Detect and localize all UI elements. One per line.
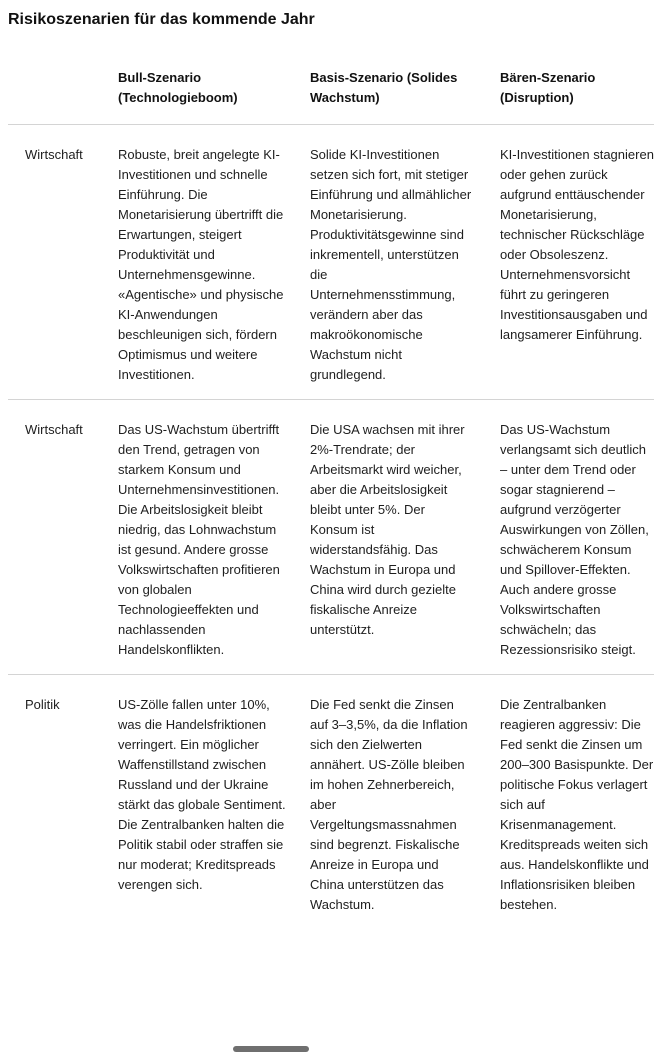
table-row-wirtschaft-2	[8, 400, 654, 675]
table-header-row	[8, 30, 654, 125]
cell-wirtschaft1-bull: Robuste, breit angelegte KI-Investitionen und schnelle Einführung. Die Monetarisierung übertrifft die Erwartungen, steigert Produktivität und Unternehmensgewinne. «Agentische» und physische KI-Anwendungen beschleunigen sich, fördern Optimismus und weitere Investitionen.	[118, 147, 284, 382]
table-row-wirtschaft-1	[8, 125, 654, 400]
row-category-label: Politik	[8, 675, 118, 930]
column-header-basis-szenario: Basis-Szenario (Solides Wachstum)	[310, 30, 500, 125]
document-page	[0, 10, 654, 929]
row-category-label: Wirtschaft	[8, 400, 118, 675]
cell-politik-baer: Die Zentralbanken reagieren aggressiv: Die Fed senkt die Zinsen um 200–300 Basispunkte. Der politische Fokus verlagert sich auf Krisenmanagement. Kreditspreads weiten sich aus. Handelskonflikte und Inflationsrisiken bleiben bestehen.	[500, 675, 654, 930]
page-title: Risikoszenarien für das kommende Jahr	[8, 11, 315, 28]
cell-wirtschaft1-baer: KI-Investitionen stagnieren oder gehen zurück aufgrund enttäuschender Monetarisierung, technischer Rückschläge oder Obsoleszenz. Unternehmensvorsicht führt zu geringeren Investitionsausgaben und langsamerer Einführung.	[500, 147, 654, 342]
cell-politik-bull: US-Zölle fallen unter 10%, was die Handelsfriktionen verringert. Ein möglicher Waffenstillstand zwischen Russland und der Ukraine stärkt das globale Sentiment. Die Zentralbanken halten die Politik stabil oder straffen sie nur moderat; Kreditspreads verengen sich.	[118, 675, 310, 930]
column-header-category	[8, 30, 118, 125]
column-header-baeren-szenario: Bären-Szenario (Disruption)	[500, 30, 654, 125]
cell-wirtschaft2-baer: Das US-Wachstum verlangsamt sich deutlich – unter dem Trend oder sogar stagnierend – aufgrund verzögerter Auswirkungen von Zöllen, schwächerem Konsum und Spillover-Effekten. Auch andere grosse Volkswirtschaften schwächeln; das Rezessionsrisiko steigt.	[500, 400, 654, 675]
cell-wirtschaft2-basis: Die USA wachsen mit ihrer 2%-Trendrate; der Arbeitsmarkt wird weicher, aber die Arbeitslosigkeit bleibt unter 5%. Der Konsum ist widerstandsfähig. Das Wachstum in Europa und China wird durch gezielte fiskalische Anreize unterstützt.	[310, 400, 500, 675]
column-header-bull-szenario: Bull-Szenario (Technologieboom)	[118, 30, 310, 125]
cell-wirtschaft1-basis: Solide KI-Investitionen setzen sich fort, mit stetiger Einführung und allmählicher Monetarisierung. Produktivitätsgewinne sind inkrementell, unterstützen die Unternehmensstimmung, verändern aber das makroökonomische Wachstum nicht grundlegend.	[310, 147, 472, 382]
risk-scenario-table	[8, 30, 654, 929]
cell-wirtschaft2-bull: Das US-Wachstum übertrifft den Trend, getragen von starkem Konsum und Unternehmensinvestitionen. Die Arbeitslosigkeit bleibt niedrig, das Lohnwachstum ist gesund. Andere grosse Volkswirtschaften profitieren von globalen Technologieeffekten und nachlassenden Handelskonflikten.	[118, 400, 310, 675]
table-row-politik	[8, 675, 654, 930]
cell-politik-basis: Die Fed senkt die Zinsen auf 3–3,5%, da die Inflation sich den Zielwerten annähert. US-Zölle bleiben im hohen Zehnerbereich, aber Vergeltungsmassnahmen sind begrenzt. Fiskalische Anreize in Europa und China unterstützen das Wachstum.	[310, 675, 500, 930]
row-category-label: Wirtschaft	[25, 147, 83, 162]
horizontal-scrollbar-thumb[interactable]	[233, 1046, 309, 1052]
